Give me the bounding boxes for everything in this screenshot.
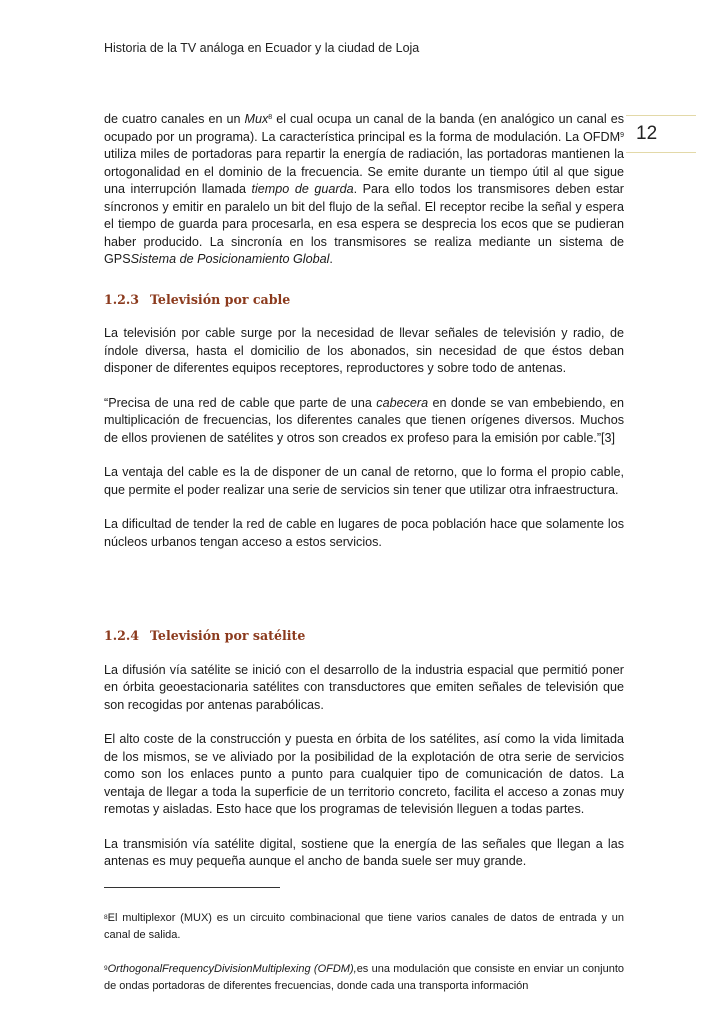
paragraph-cable-intro: La televisión por cable surge por la necesidad de llevar señales de televisión y radio, de índole diversa, hasta el domicilio de los abonados, sin necesidad de que éstos deban disponer de diferentes equipos receptores, reproductores y sobre todo de antenas. [104, 326, 624, 375]
section-title: Televisión por satélite [150, 628, 306, 643]
footnote-ref-9[interactable]: 9 [620, 131, 624, 139]
page-number-top-rule [626, 115, 696, 116]
section-number: 1.2.4 [104, 628, 140, 643]
footnote-ref-8[interactable]: 8 [268, 114, 273, 121]
footnote-9: $^9$OrthogonalFrequencyDivisionMultiplexing (OFDM),es una modulación que consiste en enviar un conjunto de ondas portadoras de diferentes frecuencias, donde cada una transporta información [104, 962, 625, 992]
page-number-bottom-rule [626, 152, 696, 153]
footnote-8: $^8$El multiplexor (MUX) es un circuito combinacional que tiene varios canales de datos de entrada y un canal de salida. [104, 911, 624, 941]
running-header: Historia de la TV análoga en Ecuador y la ciudad de Loja [104, 41, 420, 55]
paragraph-satellite-cost: El alto coste de la construcción y puesta en órbita de los satélites, así como la vida limitada de los mismos, se ve aliviado por la posibilidad de la explotación de otra serie de servicios como son los enlaces punto a punto para cualquier tipo de comunicación de datos. La ventaja de llegar a toda la superficie de un territorio concreto, facilita el acceso a zonas muy remotas y aisladas. Esto hace que los programas de televisión lleguen a todas partes. [104, 732, 624, 816]
paragraph-satellite-digital: La transmisión vía satélite digital, sostiene que la energía de las señales que llegan a las antenas es muy pequeña aunque el ancho de banda suele ser muy grande. [104, 836, 624, 868]
footnote-mark: 9 [104, 964, 108, 972]
section-heading-satellite [104, 627, 624, 645]
footnote-separator [104, 887, 280, 888]
paragraph-ofdm: de cuatro canales en un Mux$^8$ el cual ocupa un canal de la banda (en analógico un canal es ocupado por un programa). La característica principal es la forma de modulación. La OFDM$^9$ utiliza miles de portadoras para repartir la energía de radiación, las portadoras mantienen la ortogonalidad en el dominio de la frecuencia. Se emite durante un tiempo útil al que sigue una interrupción llamada tiempo de guarda. Para ello todos los transmisores deben estar síncronos y emitir en paralelo un bit del flujo de la señal. El receptor recibe la señal y espera el tiempo de guarda para procesarla, en esa espera se desprecia los ecos que se pudieran haber producido. La sincronía en los transmisores se realiza mediante un sistema de GPSSistema de Posicionamiento Global. [104, 112, 624, 266]
section-number: 1.2.3 [104, 291, 140, 307]
section-title: Televisión por cable [150, 291, 291, 307]
section-heading-cable [104, 291, 624, 309]
paragraph-cable-difficulty: La dificultad de tender la red de cable en lugares de poca población hace que solamente los núcleos urbanos tengan acceso a estos servicios. [104, 517, 624, 549]
term-mux: Mux [244, 112, 269, 126]
page-number: 12 [636, 123, 658, 144]
paragraph-cable-quote: “Precisa de una red de cable que parte de una cabecera en donde se van embebiendo, en multiplicación de frecuencias, los diferentes canales que tienen orígenes diversos. Muchos de ellos provienen de satélites y otros son creados ex profeso para la emisión por cable.”[3] [104, 395, 624, 445]
paragraph-satellite-intro: La difusión vía satélite se inició con el desarrollo de la industria espacial que permitió poner en órbita geoestacionaria satélites con transductores que emiten señales de televisión que son recogidas por antenas parabólicas. [104, 662, 624, 712]
term-ofdm: OrthogonalFrequencyDivisionMultiplexing (OFDM), [107, 962, 357, 975]
term-gps: Sistema de Posicionamiento Global [130, 252, 330, 266]
term-tiempo-de-guarda: tiempo de guarda [251, 182, 354, 196]
section-spacer [104, 568, 624, 605]
term-cabecera: cabecera [376, 395, 429, 410]
footnote-mark: 8 [104, 913, 108, 921]
paragraph-cable-return: La ventaja del cable es la de disponer de un canal de retorno, que lo forma el propio cable, que permite el poder realizar una serie de servicios sin tener que utilizar otra infraestructura. [104, 465, 624, 497]
document-body [104, 111, 624, 1012]
